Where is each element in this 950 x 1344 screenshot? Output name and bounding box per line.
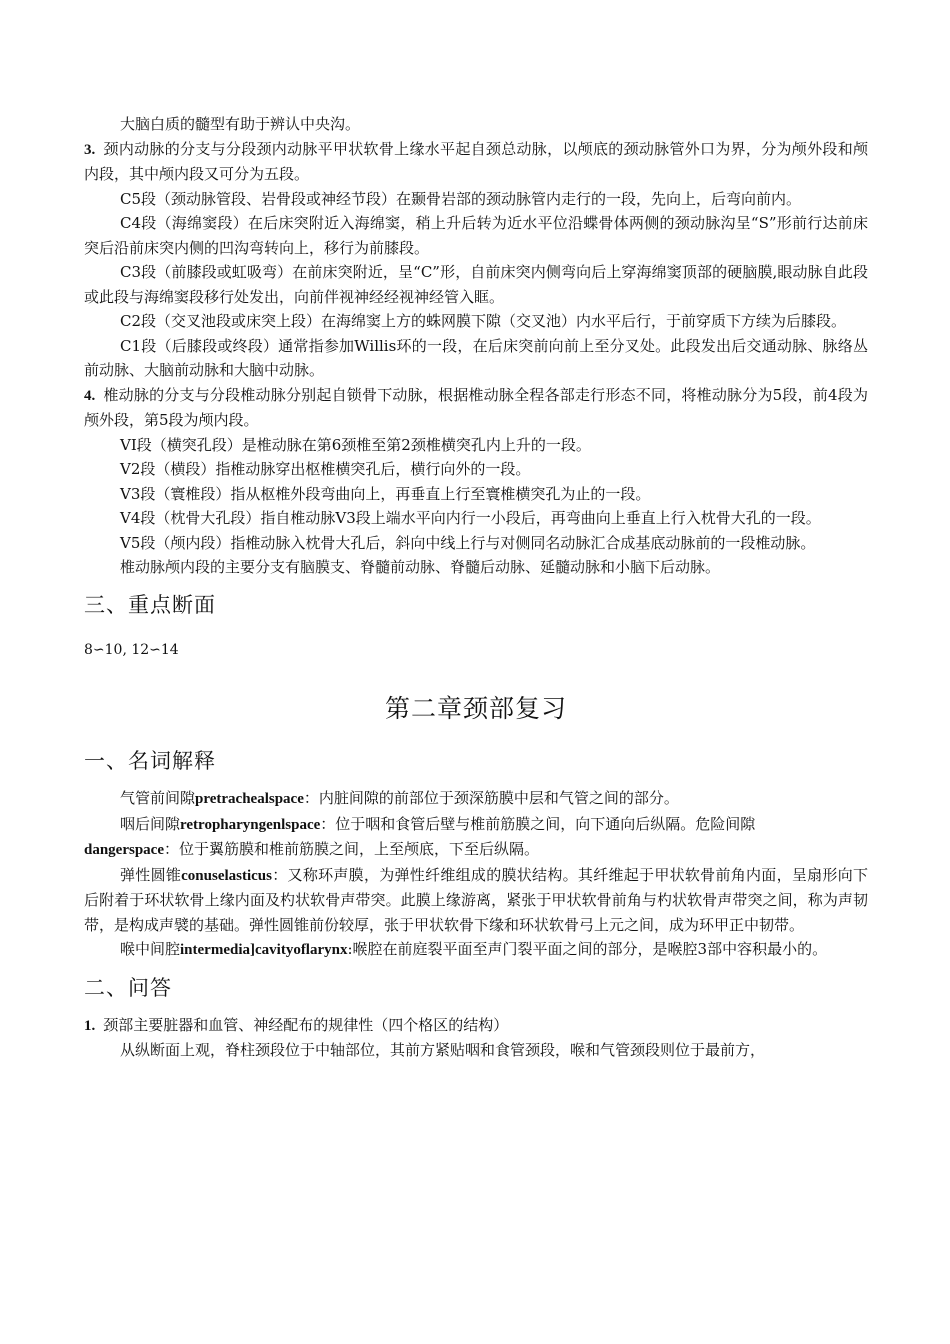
item-text: 颈内动脉的分支与分段颈内动脉平甲状软骨上缘水平起自颈总动脉，以颅底的颈动脉管外口为界，分为颅外段和颅内段，其中颅内段又可分为五段。: [84, 139, 868, 183]
item-4: [84, 383, 868, 433]
term-retropharyngeal-space: [84, 812, 868, 863]
question-1: [84, 1013, 868, 1039]
item-text: 椎动脉的分支与分段椎动脉分别起自锁骨下动脉，根据椎动脉全程各部走行形态不同，将椎动脉分为5段，前4段为颅外段，第5段为颅内段。: [84, 385, 868, 429]
item-number: 3.: [84, 141, 96, 158]
term-pretracheal-space: [84, 786, 868, 812]
term-definition: ：位于翼筋膜和椎前筋膜之间，上至颅底，下至后纵隔。: [164, 840, 540, 858]
paragraph-c1: C1段（后膝段或终段）通常指参加Willis环的一段，在后床突前向前上至分叉处。此段发出后交通动脉、脉络丛前动脉、大脑前动脉和大脑中动脉。: [84, 336, 868, 379]
item-3: [84, 137, 868, 187]
term-en: pretrachealspace: [195, 791, 304, 807]
question-text: 颈部主要脏器和血管、神经配布的规律性（四个格区的结构）: [103, 1015, 509, 1034]
paragraph-v2: V2段（横段）指椎动脉穿出枢椎横突孔后，横行向外的一段。: [120, 460, 531, 478]
term-definition: ：位于咽和食管后壁与椎前筋膜之间，向下通向后纵隔。危险间隙: [320, 814, 756, 833]
paragraph-c2: C2段（交叉池段或床突上段）在海绵窦上方的蛛网膜下隙（交叉池）内水平后行，于前穿质下方续为后膝段。: [120, 312, 847, 330]
section-heading-terms: 一、名词解释: [84, 749, 216, 773]
chapter-title: 第二章颈部复习: [384, 694, 567, 723]
section-heading-qa: 二、问答: [84, 975, 172, 1000]
paragraph-v5: V5段（颅内段）指椎动脉入枕骨大孔后，斜向中线上行与对侧同名动脉汇合成基底动脉前的一段椎动脉。: [120, 533, 816, 552]
paragraph-c5: C5段（颈动脉管段、岩骨段或神经节段）在颞骨岩部的颈动脉管内走行的一段，先向上，后弯向前内。: [120, 189, 802, 208]
paragraph-white-matter: 大脑白质的髓型有助于辨认中央沟。: [120, 115, 361, 133]
item-number: 1.: [84, 1017, 96, 1034]
term-en: intermedia]cavityoflarynx: [180, 942, 348, 958]
term-en: retropharyngenlspace: [180, 816, 321, 833]
term-zh: 弹性圆锥: [120, 865, 182, 884]
paragraph-v3: V3段（寰椎段）指从枢椎外段弯曲向上，再垂直上行至寰椎横突孔为止的一段。: [120, 484, 651, 503]
paragraph-c3: C3段（前膝段或虹吸弯）在前床突附近，呈“C”形，自前床突内侧弯向后上穿海绵窦顶部的硬脑膜,眼动脉自此段或此段与海绵窦段移行处发出，向前伴视神经经视神经管入眶。: [84, 263, 868, 306]
section-heading-key-sections: 三、重点断面: [84, 592, 216, 617]
paragraph-v-branches: 椎动脉颅内段的主要分支有脑膜支、脊髓前动脉、脊髓后动脉、延髓动脉和小脑下后动脉。: [120, 558, 721, 576]
paragraph-c4: C4段（海绵窦段）在后床突附近入海绵窦，稍上升后转为近水平位沿蝶骨体两侧的颈动脉沟呈“S”形前行达前床突后沿前床突内侧的凹沟弯转向上，移行为前膝段。: [84, 214, 868, 257]
term-intermediate-cavity: [84, 937, 868, 963]
term-definition: :喉腔在前庭裂平面至声门裂平面之间的部分，是喉腔3部中容积最小的。: [347, 940, 828, 958]
term-zh: 咽后间隙: [120, 814, 181, 833]
term-zh: 喉中间腔: [120, 940, 181, 958]
paragraph-v4: V4段（枕骨大孔段）指自椎动脉V3段上端水平向内行一小段后，再弯曲向上垂直上行入枕骨大孔的一段。: [120, 509, 821, 527]
item-number: 4.: [84, 387, 96, 404]
term-en: conuselasticus: [181, 867, 272, 884]
term-definition: ：又称环声膜，为弹性纤维组成的膜状结构。其纤维起于甲状软骨前角内面，呈扇形向下后附着于环状软骨上缘内面及杓状软骨声带突。此膜上缘游离，紧张于甲状软骨前角与杓状软骨声带突之间，称为声韧带，是构成声襞的基础。弹性圆锥前份较厚，张于甲状软骨下缘和环状软骨弓上元之间，成为环甲正中韧带。: [84, 865, 868, 934]
term-definition: ：内脏间隙的前部位于颈深筋膜中层和气管之间的部分。: [303, 789, 679, 807]
answer-paragraph: 从纵断面上观，脊柱颈段位于中轴部位，其前方紧贴咽和食管颈段，喉和气管颈段则位于最前方，: [120, 1041, 766, 1059]
paragraph-v1: VI段（横突孔段）是椎动脉在第6颈椎至第2颈椎横突孔内上升的一段。: [120, 435, 591, 454]
term-conus-elasticus: [84, 863, 868, 938]
term-zh: 气管前间隙: [120, 789, 196, 807]
key-section-pages: 8∽10, 12∽14: [84, 641, 179, 658]
term-en: dangerspace: [84, 842, 164, 858]
